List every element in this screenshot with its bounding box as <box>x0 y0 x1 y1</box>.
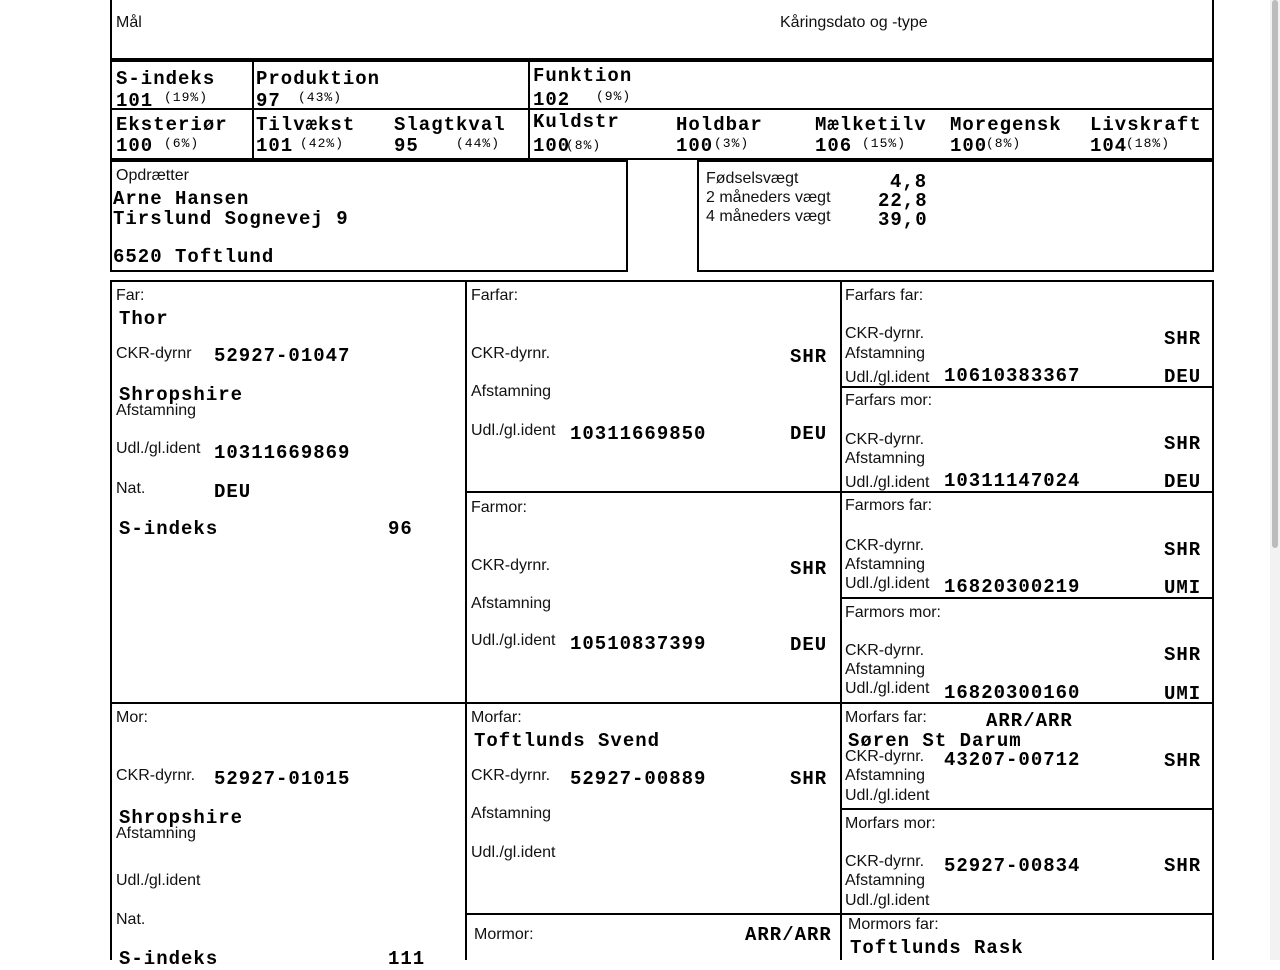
morfar-afst-label: Afstamning <box>471 805 552 822</box>
mor-breed: Shropshire <box>119 807 244 829</box>
morfar-ckr-label: CKR-dyrnr. <box>471 767 551 784</box>
weight-4m-label: 4 måneders vægt <box>706 208 831 225</box>
farfar-country: DEU <box>790 423 828 445</box>
tilvaekst-value: 101 <box>256 135 294 157</box>
morfars-far-ckr-value: 43207-00712 <box>944 749 1081 771</box>
farmor-afst-label: Afstamning <box>471 595 552 612</box>
weight-4m-value: 39,0 <box>878 209 928 231</box>
farmors-mor-udl-value: 16820300160 <box>944 682 1081 704</box>
far-afst-label: Afstamning <box>116 402 197 419</box>
kuldstr-label: Kuldstr <box>533 111 620 133</box>
morfar-label: Morfar: <box>471 709 522 726</box>
produktion-pct: (43%) <box>298 90 343 105</box>
eksterioer-value: 100 <box>116 135 154 157</box>
far-udl-value: 10311669869 <box>214 442 351 464</box>
farmors-far-udl-value: 16820300219 <box>944 576 1081 598</box>
produktion-label: Produktion <box>256 68 381 90</box>
mormor-label: Mormor: <box>474 926 534 943</box>
far-udl-label: Udl./gl.ident <box>116 440 201 457</box>
far-name: Thor <box>119 308 169 330</box>
farmor-udl-label: Udl./gl.ident <box>471 632 556 649</box>
birth-weight-value: 4,8 <box>890 171 928 193</box>
farfar-breed: SHR <box>790 346 828 368</box>
mor-ckr-value: 52927-01015 <box>214 768 351 790</box>
morfars-far-label: Morfars far: <box>845 709 927 726</box>
far-sindeks-label: S-indeks <box>119 518 219 540</box>
holdbar-pct: (3%) <box>714 136 750 151</box>
breeder-label: Opdrætter <box>116 167 189 184</box>
birth-weight-label: Fødselsvægt <box>706 170 799 187</box>
farfars-mor-country: DEU <box>1164 471 1202 493</box>
moregensk-label: Moregensk <box>950 114 1062 136</box>
vertical-scrollbar[interactable] <box>1270 0 1280 960</box>
farmors-far-afst-label: Afstamning <box>845 556 926 573</box>
mormors-far-label: Mormors far: <box>848 916 939 933</box>
farfar-farmor-divider <box>465 491 842 493</box>
tilvaekst-label: Tilvækst <box>256 114 356 136</box>
farfar-ckr-label: CKR-dyrnr. <box>471 345 551 362</box>
maal-label: Mål <box>116 14 142 31</box>
farfars-mor-ckr-label: CKR-dyrnr. <box>845 431 925 448</box>
morfars-mor-ckr-label: CKR-dyrnr. <box>845 853 925 870</box>
farfars-far-afst-label: Afstamning <box>845 345 926 362</box>
tilvaekst-pct: (42%) <box>300 136 345 151</box>
col3-divider-4 <box>840 808 1214 810</box>
farfars-far-breed: SHR <box>1164 328 1202 350</box>
funktion-pct: (9%) <box>596 89 632 104</box>
farfar-udl-label: Udl./gl.ident <box>471 422 556 439</box>
mor-nat-label: Nat. <box>116 911 146 928</box>
morfars-far-breed: SHR <box>1164 750 1202 772</box>
morfars-mor-afst-label: Afstamning <box>845 872 926 889</box>
eksterioer-label: Eksteriør <box>116 114 228 136</box>
farmor-label: Farmor: <box>471 499 527 516</box>
farfar-afst-label: Afstamning <box>471 383 552 400</box>
farfars-far-label: Farfars far: <box>845 287 924 304</box>
farmor-breed: SHR <box>790 558 828 580</box>
mor-sindeks-label: S-indeks <box>119 948 219 970</box>
holdbar-value: 100 <box>676 135 714 157</box>
breeder-street: Tirslund Sognevej 9 <box>113 208 349 230</box>
farmors-mor-ckr-label: CKR-dyrnr. <box>845 642 925 659</box>
slagtkval-pct: (44%) <box>456 136 501 151</box>
livskraft-pct: (18%) <box>1126 136 1171 151</box>
mormor-tag: ARR/ARR <box>745 924 832 946</box>
kuldstr-pct: (8%) <box>566 138 602 153</box>
morfar-mormor-divider <box>465 913 842 915</box>
header-box <box>110 0 1214 60</box>
farfar-label: Farfar: <box>471 287 519 304</box>
farmors-far-country: UMI <box>1164 577 1202 599</box>
morfar-name: Toftlunds Svend <box>474 730 661 752</box>
s-indeks-label: S-indeks <box>116 68 216 90</box>
morfars-far-tag: ARR/ARR <box>986 710 1073 732</box>
pedigree-left-border <box>110 280 112 960</box>
farfars-mor-udl-value: 10311147024 <box>944 470 1081 492</box>
morfars-mor-label: Morfars mor: <box>845 815 936 832</box>
morfars-mor-breed: SHR <box>1164 855 1202 877</box>
kaaring-label: Kåringsdato og -type <box>780 14 928 31</box>
farfars-mor-udl-label: Udl./gl.ident <box>845 474 930 491</box>
farmors-mor-label: Farmors mor: <box>845 604 941 621</box>
far-ckr-label: CKR-dyrnr <box>116 345 192 362</box>
slagtkval-value: 95 <box>394 135 419 157</box>
far-sindeks-value: 96 <box>388 518 413 540</box>
breeder-city: 6520 Toftlund <box>113 246 275 268</box>
morfars-far-name: Søren St Darum <box>848 730 1022 752</box>
slagtkval-label: Slagtkval <box>394 114 506 136</box>
mor-udl-label: Udl./gl.ident <box>116 872 201 889</box>
farfars-far-udl-value: 10610383367 <box>944 365 1081 387</box>
col3-divider-5 <box>840 913 1214 915</box>
farfars-mor-afst-label: Afstamning <box>845 450 926 467</box>
funktion-value: 102 <box>533 89 571 111</box>
farmors-mor-udl-label: Udl./gl.ident <box>845 680 930 697</box>
far-nat-value: DEU <box>214 481 252 503</box>
funktion-label: Funktion <box>533 65 633 87</box>
morfars-mor-ckr-value: 52927-00834 <box>944 855 1081 877</box>
livskraft-value: 104 <box>1090 135 1128 157</box>
morfar-breed: SHR <box>790 768 828 790</box>
far-ckr-value: 52927-01047 <box>214 345 351 367</box>
farmors-far-breed: SHR <box>1164 539 1202 561</box>
farmors-mor-breed: SHR <box>1164 644 1202 666</box>
mor-afst-label: Afstamning <box>116 825 197 842</box>
col-divider-1 <box>465 280 467 960</box>
s-indeks-pct: (19%) <box>164 90 209 105</box>
scrollbar-thumb[interactable] <box>1272 0 1278 548</box>
moregensk-value: 100 <box>950 135 988 157</box>
farmors-mor-afst-label: Afstamning <box>845 661 926 678</box>
farmors-far-ckr-label: CKR-dyrnr. <box>845 537 925 554</box>
morfars-mor-udl-label: Udl./gl.ident <box>845 892 930 909</box>
maelketilv-label: Mælketilv <box>815 114 927 136</box>
breeder-name: Arne Hansen <box>113 188 250 210</box>
farfar-udl-value: 10311669850 <box>570 423 707 445</box>
farmor-country: DEU <box>790 634 828 656</box>
indices-divider-2 <box>528 62 530 158</box>
far-label: Far: <box>116 287 145 304</box>
kuldstr-value: 100 <box>533 135 571 157</box>
farfars-far-country: DEU <box>1164 366 1202 388</box>
weight-2m-value: 22,8 <box>878 190 928 212</box>
farmors-far-label: Farmors far: <box>845 497 933 514</box>
farmor-udl-value: 10510837399 <box>570 633 707 655</box>
livskraft-label: Livskraft <box>1090 114 1202 136</box>
eksterioer-pct: (6%) <box>164 136 200 151</box>
produktion-value: 97 <box>256 90 281 112</box>
far-nat-label: Nat. <box>116 480 146 497</box>
maelketilv-pct: (15%) <box>862 136 907 151</box>
farfars-far-udl-label: Udl./gl.ident <box>845 369 930 386</box>
morfar-ckr-value: 52927-00889 <box>570 768 707 790</box>
mormors-far-name: Toftlunds Rask <box>850 937 1024 959</box>
col-divider-2 <box>840 280 842 960</box>
morfars-far-udl-label: Udl./gl.ident <box>845 787 930 804</box>
mor-label: Mor: <box>116 709 148 726</box>
farmors-far-udl-label: Udl./gl.ident <box>845 575 930 592</box>
moregensk-pct: (8%) <box>986 136 1022 151</box>
farmors-mor-country: UMI <box>1164 683 1202 705</box>
farmor-ckr-label: CKR-dyrnr. <box>471 557 551 574</box>
mor-ckr-label: CKR-dyrnr. <box>116 767 196 784</box>
pedigree-right-border <box>1212 280 1214 960</box>
farfars-mor-label: Farfars mor: <box>845 392 933 409</box>
morfars-far-ckr-label: CKR-dyrnr. <box>845 748 925 765</box>
pedigree-top-border <box>110 280 1214 282</box>
maelketilv-value: 106 <box>815 135 853 157</box>
mor-sindeks-value: 111 <box>388 948 426 970</box>
far-breed: Shropshire <box>119 384 244 406</box>
indices-divider-1 <box>252 62 254 158</box>
farfars-mor-breed: SHR <box>1164 433 1202 455</box>
farfars-far-ckr-label: CKR-dyrnr. <box>845 325 925 342</box>
morfars-far-afst-label: Afstamning <box>845 767 926 784</box>
s-indeks-value: 101 <box>116 90 154 112</box>
holdbar-label: Holdbar <box>676 114 763 136</box>
weight-2m-label: 2 måneders vægt <box>706 189 831 206</box>
morfar-udl-label: Udl./gl.ident <box>471 844 556 861</box>
